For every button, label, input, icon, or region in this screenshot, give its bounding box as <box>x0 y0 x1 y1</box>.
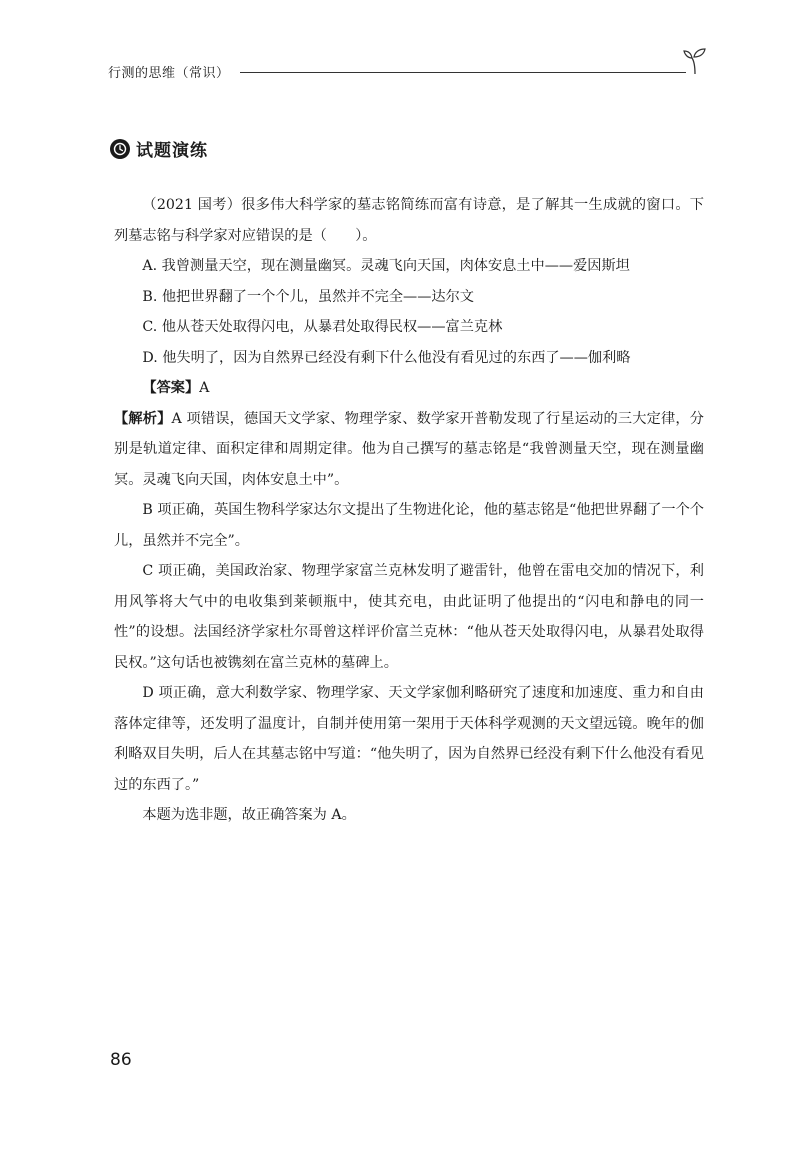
option-c: C. 他从苍天处取得闪电，从暴君处取得民权——富兰克林 <box>142 319 503 335</box>
question-stem: （2021 国考）很多伟大科学家的墓志铭简练而富有诗意，是了解其一生成就的窗口。下列墓志铭与科学家对应错误的是（ ）。 <box>114 197 704 244</box>
answer-label: 【答案】 <box>142 380 200 396</box>
section-title: 试题演练 <box>136 141 208 161</box>
sprout-icon <box>682 46 708 76</box>
option-a: A. 我曾测量天空，现在测量幽冥。灵魂飞向天国，肉体安息土中——爱因斯坦 <box>142 258 630 274</box>
header-title: 行测的思维（常识） <box>108 66 230 81</box>
analysis-paragraph: C 项正确，美国政治家、物理学家富兰克林发明了避雷针，他曾在雷电交加的情况下，利用风筝将大气中的电收集到莱顿瓶中，使其充电，由此证明了他提出的“闪电和静电的同一性”的设想。法国经济学家杜尔哥曾这样评价富兰克林：“他从苍天处取得闪电，从暴君处取得民权。”这句话也被镌刻在富兰克林的墓碑上。 <box>114 563 704 671</box>
option-b: B. 他把世界翻了一个个儿，虽然并不完全——达尔文 <box>142 288 474 305</box>
question-content <box>114 190 704 831</box>
analysis-paragraph: D 项正确，意大利数学家、物理学家、天文学家伽利略研究了速度和加速度、重力和自由落体定律等，还发明了温度计，自制并使用第一架用于天体科学观测的天文望远镜。晚年的伽利略双目失明，后人在其墓志铭中写道：“他失明了，因为自然界已经没有剩下什么他没有看见过的东西了。” <box>114 685 704 793</box>
answer-value: A <box>199 380 210 396</box>
header-rule <box>240 72 686 73</box>
analysis-conclusion: 本题为选非题，故正确答案为 A。 <box>142 807 356 823</box>
analysis-label: 【解析】 <box>114 410 172 427</box>
answer-line <box>114 373 704 404</box>
clock-icon <box>110 139 130 159</box>
running-header <box>108 60 708 88</box>
section-heading <box>110 136 208 161</box>
page-number: 86 <box>110 1050 132 1070</box>
analysis-paragraph <box>114 404 704 496</box>
option-d: D. 他失明了，因为自然界已经没有剩下什么他没有看见过的东西了——伽利略 <box>142 349 631 366</box>
analysis-paragraph: B 项正确，英国生物科学家达尔文提出了生物进化论，他的墓志铭是“他把世界翻了一个个儿，虽然并不完全”。 <box>114 502 704 549</box>
analysis-text-a: A 项错误，德国天文学家、物理学家、数学家开普勒发现了行星运动的三大定律，分别是轨道定律、面积定律和周期定律。他为自己撰写的墓志铭是“我曾测量天空，现在测量幽冥。灵魂飞向天国，肉体安息土中”。 <box>114 410 704 488</box>
